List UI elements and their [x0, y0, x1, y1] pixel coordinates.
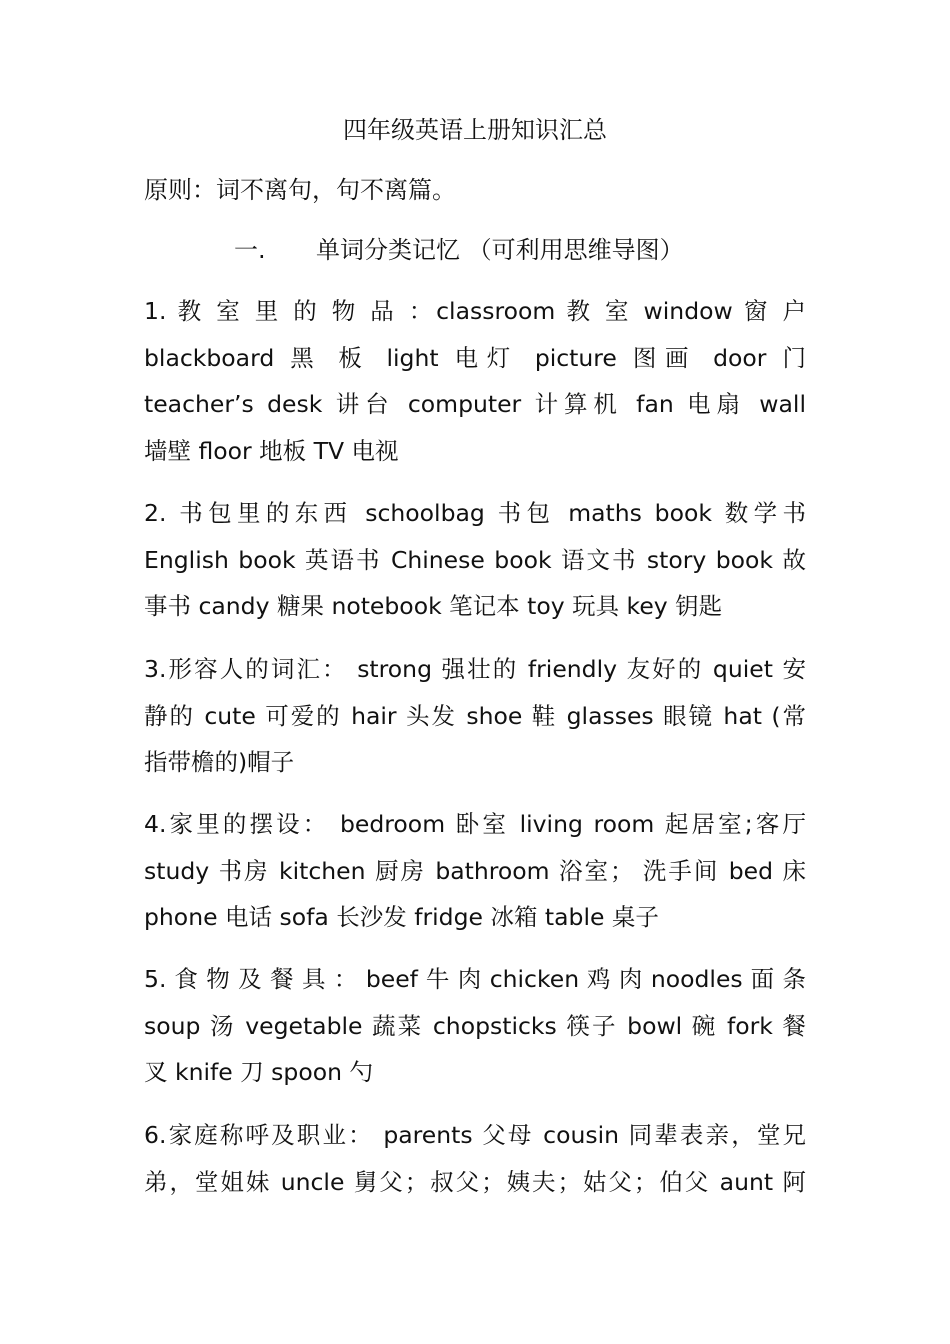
paragraph-line: blackboard 黑 板 light 电灯 picture 图画 door 门 — [144, 343, 806, 372]
paragraph-line: 墙壁 floor 地板 TV 电视 — [144, 436, 399, 465]
section-number: 一. — [234, 236, 266, 264]
document-title: 四年级英语上册知识汇总 — [343, 116, 607, 144]
paragraph-line: 叉 knife 刀 spoon 勺 — [144, 1058, 373, 1086]
vocab-paragraph-describe-people — [144, 646, 806, 786]
vocab-paragraph-home — [144, 801, 806, 941]
paragraph-line: 静的 cute 可爱的 hair 头发 shoe 鞋 glasses 眼镜 hat (常 — [144, 701, 806, 730]
vocab-paragraph-family — [144, 1112, 806, 1205]
principle-line: 原则：词不离句，句不离篇。 — [144, 176, 456, 204]
paragraph-line: 5. 食 物 及 餐 具 ： beef 牛 肉 chicken 鸡 肉 noodles 面 条 — [144, 965, 806, 993]
paragraph-line: 2. 书包里的东西 schoolbag 书包 maths book 数学书 — [144, 499, 806, 527]
section-heading — [234, 233, 684, 267]
section-heading-text: 单词分类记忆 （可利用思维导图） — [316, 236, 684, 264]
vocab-paragraph-classroom — [144, 288, 806, 474]
paragraph-line: 3.形容人的词汇： strong 强壮的 friendly 友好的 quiet 安 — [144, 655, 806, 683]
paragraph-line: 1. 教 室 里 的 物 品 ：classroom 教 室 window 窗 户 — [144, 297, 806, 325]
paragraph-line: 4.家里的摆设： bedroom 卧室 living room 起居室;客厅 — [144, 810, 806, 838]
vocab-paragraph-schoolbag — [144, 490, 806, 630]
paragraph-line: study 书房 kitchen 厨房 bathroom 浴室； 洗手间 bed 床 — [144, 856, 806, 885]
paragraph-line: 弟，堂姐妹 uncle 舅父；叔父；姨夫；姑父；伯父 aunt 阿 — [144, 1167, 806, 1196]
vocab-paragraph-food — [144, 956, 806, 1096]
paragraph-line: 6.家庭称呼及职业： parents 父母 cousin 同辈表亲，堂兄 — [144, 1121, 806, 1149]
paragraph-line: teacher’s desk 讲台 computer 计算机 fan 电扇 wall — [144, 390, 806, 418]
paragraph-line: soup 汤 vegetable 蔬菜 chopsticks 筷子 bowl 碗 fork 餐 — [144, 1011, 806, 1040]
paragraph-line: 指带檐的)帽子 — [144, 748, 295, 776]
paragraph-line: 事书 candy 糖果 notebook 笔记本 toy 玩具 key 钥匙 — [144, 592, 723, 620]
paragraph-line: phone 电话 sofa 长沙发 fridge 冰箱 table 桌子 — [144, 903, 659, 931]
paragraph-line: English book 英语书 Chinese book 语文书 story book 故 — [144, 545, 806, 574]
